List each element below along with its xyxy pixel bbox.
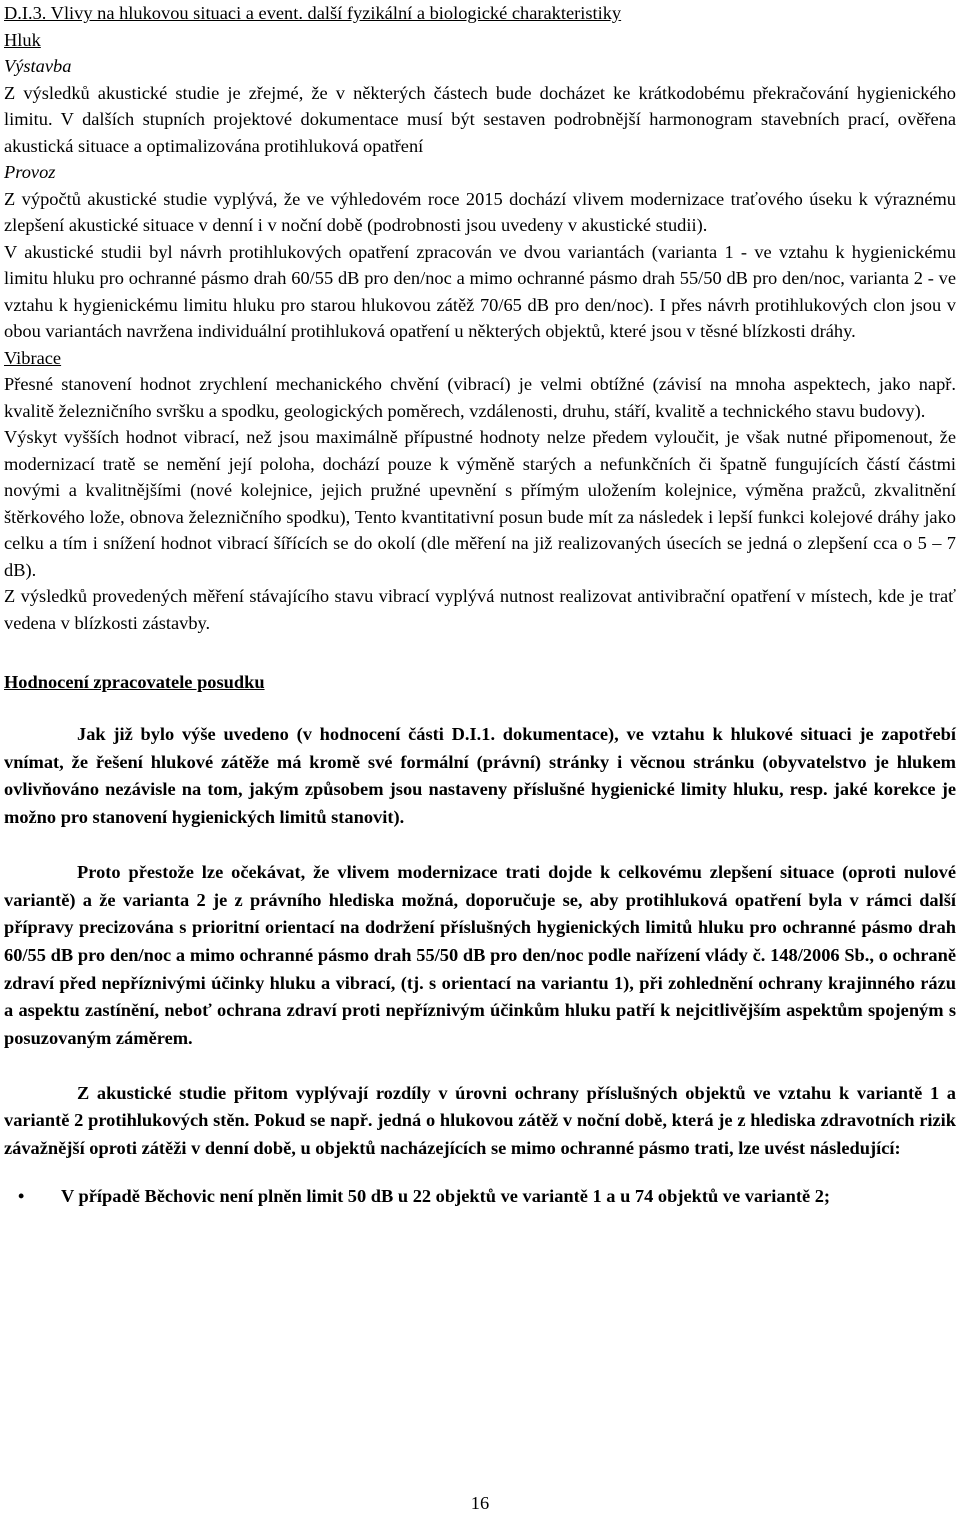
- vibration-heading: Vibrace: [4, 347, 62, 368]
- vibration-paragraph-2: Výskyt vyšších hodnot vibrací, než jsou maximálně přípustné hodnoty nelze předem vyloučit, je však nutné připomenout, že modernizací tratě se nemění její poloha, dochází pouze k výměně starých a nefunkčních či špatně fungujících částí částmi novými a kvalitnějšími (nové kolejnice, jejich pružné upevnění s přímým uložením kolejnice, výměna pražců, zkvalitnění štěrkového lože, obnova železničního spodku), Tento kvantitativní posun bude mít za následek i lepší funkci kolejové dráhy jako celku a tím i snížení hodnot vibrací šířících se do okolí (dle měření na již realizovaných úsecích se jedná o zlepšení cca o 5 – 7 dB).: [4, 427, 956, 580]
- bullet-icon: •: [18, 1185, 25, 1206]
- noise-heading: Hluk: [4, 29, 41, 50]
- evaluation-heading: Hodnocení zpracovatele posudku: [4, 672, 265, 692]
- document-page: [4, 0, 956, 1211]
- operation-heading: Provoz: [4, 162, 56, 182]
- construction-paragraph: Z výsledků akustické studie je zřejmé, že v některých částech bude docházet ke krátkodobému překračování hygienického limitu. V dalších stupních projektové dokumentace musí být sestaven podrobnější harmonogram stavebních prací, ověřena akustická situace a optimalizována protihluková opatření: [4, 82, 956, 156]
- operation-paragraph-2: V akustické studii byl návrh protihlukových opatření zpracován ve dvou variantách (varianta 1 - ve vztahu k hygienickému limitu hluku pro ochranné pásmo drah 60/55 dB pro den/noc a mimo ochranné pásmo drah 55/50 dB pro den/noc, varianta 2 - ve vztahu k hygienickému limitu hluku pro starou hlukovou zátěž 70/65 dB pro den/noc). I přes návrh protihlukových clon jsou v obou variantách navržena individuální protihluková opatření u některých objektů, které jsou v těsné blízkosti dráhy.: [4, 241, 956, 341]
- bullet-item: [4, 1183, 956, 1211]
- vibration-paragraph-3: Z výsledků provedených měření stávajícího stavu vibrací vyplývá nutnost realizovat antivibrační opatření v místech, kde je trať vedena v blízkosti zástavby.: [4, 586, 956, 633]
- evaluation-paragraph-1: Jak již bylo výše uvedeno (v hodnocení části D.I.1. dokumentace), ve vztahu k hlukové situaci je zapotřebí vnímat, že řešení hlukové zátěže má kromě své formální (právní) stránky i věcnou stránku (obyvatelstvo je hlukem ovlivňováno nezávisle na tom, jakým způsobem jsou nastaveny příslušné hygienické limity hluku, resp. jaké korekce je možno pro stanovení hygienických limitů stanovit).: [4, 724, 956, 828]
- page-number: 16: [470, 1493, 490, 1513]
- bullet-item-text: V případě Běchovic není plněn limit 50 dB u 22 objektů ve variantě 1 a u 74 objektů ve variantě 2;: [61, 1185, 831, 1206]
- construction-heading: Výstavba: [4, 56, 72, 76]
- operation-paragraph-1: Z výpočtů akustické studie vyplývá, že ve výhledovém roce 2015 dochází vlivem modernizace traťového úseku k výraznému zlepšení akustické situace v denní i v noční době (podrobnosti jsou uvedeny v akustické studii).: [4, 188, 956, 235]
- evaluation-paragraph-3: Z akustické studie přitom vyplývají rozdíly v úrovni ochrany příslušných objektů ve vztahu k variantě 1 a variantě 2 protihlukových stěn. Pokud se např. jedná o hlukovou zátěž v noční době, která je z hlediska zdravotních rizik závažnější oproti zátěži v denní době, u objektů nacházejících se mimo ochranné pásmo trati, lze uvést následující:: [4, 1082, 956, 1159]
- vibration-paragraph-1: Přesné stanovení hodnot zrychlení mechanického chvění (vibrací) je velmi obtížné (závisí na mnoha aspektech, jako např. kvalitě železničního svršku a spodku, geologických poměrech, vzdálenosti, druhu, stáří, kvalitě a technického stavu budovy).: [4, 374, 956, 421]
- evaluation-paragraph-2: Proto přestože lze očekávat, že vlivem modernizace trati dojde k celkovému zlepšení situace (oproti nulové variantě) a že varianta 2 je z právního hlediska možná, doporučuje se, aby protihluková opatření byla v rámci další přípravy precizována s prioritní orientací na dodržení příslušných hygienických limitů hluku pro ochranné pásmo drah 60/55 dB pro den/noc a mimo ochranné pásmo drah 55/50 dB pro den/noc podle nařízení vlády č. 148/2006 Sb., o ochraně zdraví před nepříznivými účinky hluku a vibrací, (tj. s orientací na variantu 1), při zohlednění ochrany krajinného rázu a aspektu zastínění, neboť ochrana zdraví proti nepříznivým účinkům hluku patří k nejcitlivějším aspektům spojeným s posuzovaným záměrem.: [4, 861, 956, 1049]
- evaluation-bullet-list: [4, 1183, 956, 1211]
- section-title: D.I.3. Vlivy na hlukovou situaci a event. další fyzikální a biologické charakteristiky: [4, 3, 622, 23]
